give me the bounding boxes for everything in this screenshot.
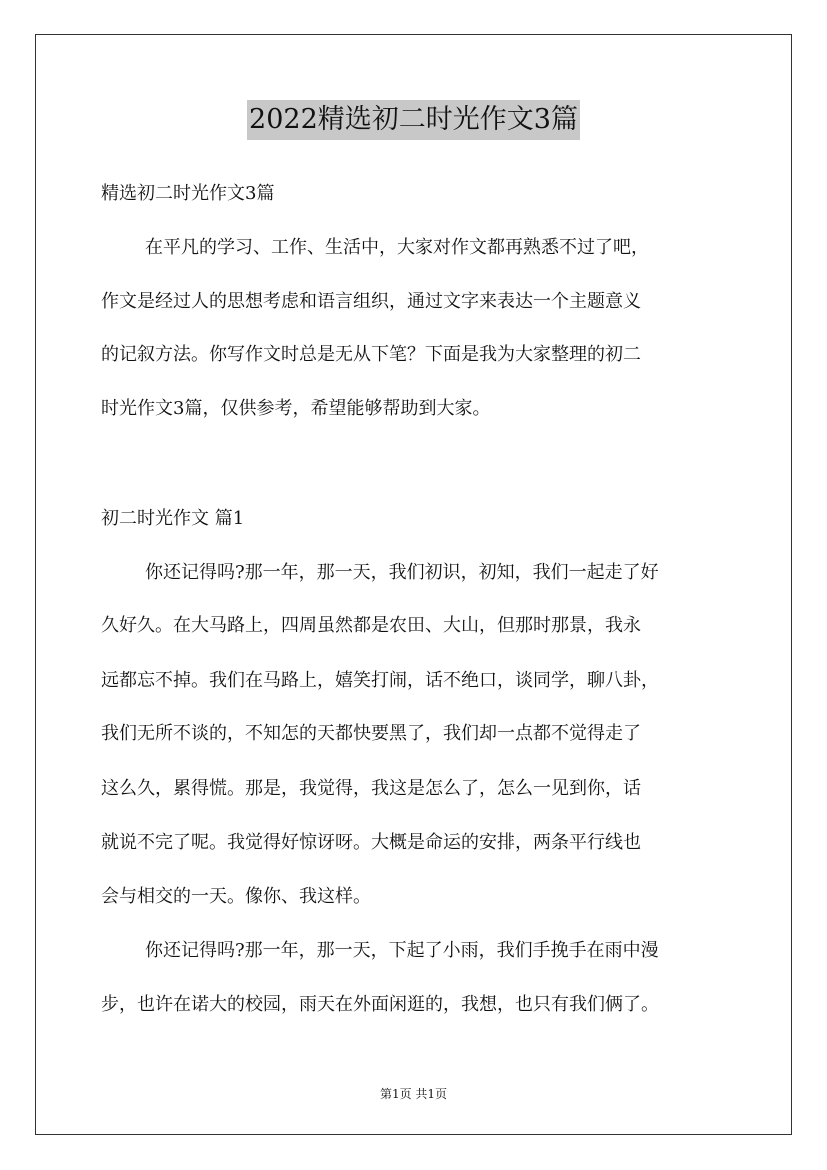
- paragraph-line: 远都忘不掉。我们在马路上，嬉笑打闹，话不绝口，谈同学，聊八卦，: [101, 670, 659, 691]
- paragraph-line: 久好久。在大马路上，四周虽然都是农田、大山，但那时那景，我永: [101, 615, 641, 636]
- paragraph-line: 这么久，累得慌。那是，我觉得，我这是怎么了，怎么一见到你，话: [101, 778, 641, 799]
- intro-line: 在平凡的学习、工作、生活中，大家对作文都再熟悉不过了吧，: [145, 237, 649, 258]
- page-number: 第1页 共1页: [379, 1087, 448, 1101]
- intro-line: 作文是经过人的思想考虑和语言组织，通过文字来表达一个主题意义: [101, 291, 641, 312]
- paragraph-line: 我们无所不谈的，不知怎的天都快要黑了，我们却一点都不觉得走了: [101, 723, 641, 744]
- paragraph-line: 会与相交的一天。像你、我这样。: [101, 886, 371, 907]
- paragraph-line: 步，也许在诺大的校园，雨天在外面闲逛的，我想，也只有我们俩了。: [101, 994, 659, 1015]
- section-heading: 初二时光作文 篇1: [101, 508, 245, 529]
- page-footer: [0, 1085, 827, 1102]
- paragraph-line: 你还记得吗?那一年，那一天，下起了小雨，我们手挽手在雨中漫: [145, 940, 659, 961]
- paragraph-line: 你还记得吗?那一年，那一天，我们初识，初知，我们一起走了好: [145, 562, 659, 583]
- intro-line: 的记叙方法。你写作文时总是无从下笔？下面是我为大家整理的初二: [101, 344, 641, 365]
- subtitle: 精选初二时光作文3篇: [101, 183, 275, 204]
- title-container: [0, 100, 827, 140]
- intro-line: 时光作文3篇，仅供参考，希望能够帮助到大家。: [101, 398, 491, 419]
- document-title: 2022精选初二时光作文3篇: [247, 100, 580, 140]
- paragraph-line: 就说不完了呢。我觉得好惊讶呀。大概是命运的安排，两条平行线也: [101, 832, 641, 853]
